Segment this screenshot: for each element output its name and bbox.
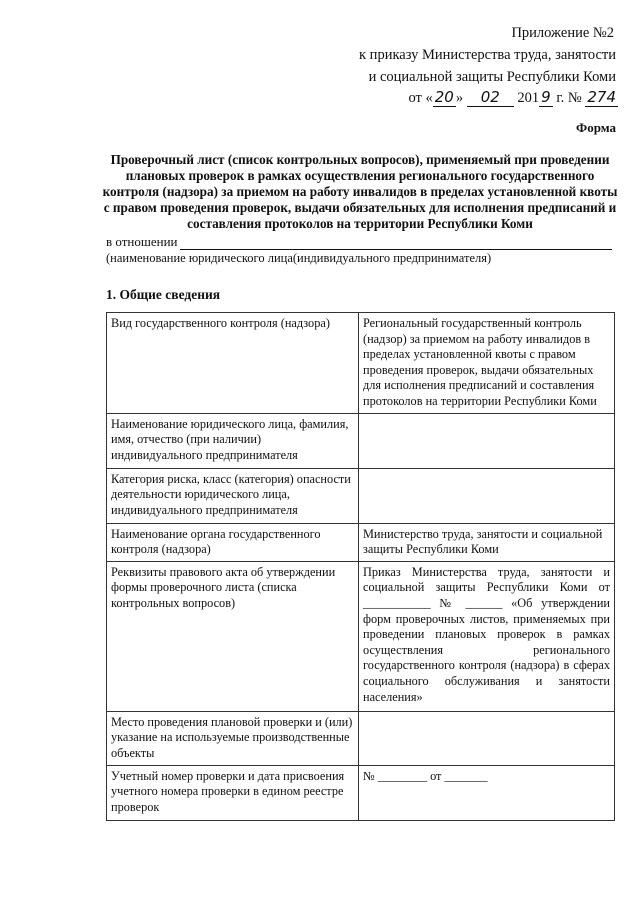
row-label: Реквизиты правового акта об утверждении формы проверочного листа (списка контрольных вопросов) bbox=[107, 561, 359, 711]
table-row bbox=[107, 561, 615, 711]
date-mid: » bbox=[455, 90, 464, 106]
ministry-line: и социальной защиты Республики Коми bbox=[368, 69, 616, 85]
table-row bbox=[107, 413, 615, 468]
document-title: Проверочный лист (список контрольных вопросов), применяемый при проведении плановых проверок в рамках осуществления регионального государственного контроля (надзора) за приемом на работу инвалидов в пределах установленной квоты с правом проведения проверок, выдачи обязательных для исполнения предписаний и составления протоколов на территории Республики Коми bbox=[102, 152, 618, 231]
row-value bbox=[359, 468, 615, 523]
row-value: Региональный государственный контроль (надзор) за приемом на работу инвалидов в пределах установленной квоты с правом проведения проверок, выдачи обязательных для исполнения предписаний и составления протоколов на территории Республики Коми bbox=[359, 313, 615, 414]
row-label: Место проведения плановой проверки и (или) указание на используемые производственные объекты bbox=[107, 711, 359, 765]
row-value bbox=[359, 413, 615, 468]
table-row bbox=[107, 711, 615, 765]
date-day: 20 bbox=[434, 88, 454, 106]
row-value bbox=[359, 711, 615, 765]
regarding-caption: (наименование юридического лица(индивидуального предпринимателя) bbox=[106, 251, 492, 265]
row-label: Вид государственного контроля (надзора) bbox=[107, 313, 359, 414]
order-number: 274 bbox=[587, 88, 616, 106]
general-info-table bbox=[106, 312, 615, 821]
regarding-label: в отношении bbox=[106, 234, 178, 249]
date-year-digit: 9 bbox=[541, 88, 551, 106]
row-value: № ________ от _______ bbox=[359, 765, 615, 820]
form-label: Форма bbox=[576, 120, 616, 135]
table-row bbox=[107, 523, 615, 561]
regarding-blank-line bbox=[180, 237, 612, 250]
date-month: 02 bbox=[467, 88, 514, 107]
row-value: Приказ Министерства труда, занятости и социальной защиты Республики Коми от ___________ № ______ «Об утверждении форм проверочных листов, применяемых при проведении плановых проверок в рамках осуществления регионального государственного контроля (надзора) в сферах социального обслуживания и занятости населения» bbox=[359, 561, 615, 711]
date-year-prefix: 201 bbox=[517, 90, 540, 106]
row-label: Наименование юридического лица, фамилия, имя, отчество (при наличии) индивидуального предпринимателя bbox=[107, 413, 359, 468]
row-label: Категория риска, класс (категория) опасности деятельности юридического лица, индивидуального предпринимателя bbox=[107, 468, 359, 523]
date-prefix: от « bbox=[408, 90, 433, 106]
row-value: Министерство труда, занятости и социальной защиты Республики Коми bbox=[359, 523, 615, 561]
table-row bbox=[107, 765, 615, 820]
date-suffix: г. № bbox=[552, 90, 582, 106]
order-date-line bbox=[408, 86, 618, 109]
appendix-label: Приложение №2 bbox=[511, 25, 614, 41]
table-row bbox=[107, 468, 615, 523]
row-label: Наименование органа государственного контроля (надзора) bbox=[107, 523, 359, 561]
order-line: к приказу Министерства труда, занятости bbox=[359, 47, 616, 63]
section-title: 1. Общие сведения bbox=[106, 287, 221, 302]
regarding-field bbox=[106, 234, 612, 250]
table-row bbox=[107, 313, 615, 414]
row-label: Учетный номер проверки и дата присвоения учетного номера проверки в едином реестре проверок bbox=[107, 765, 359, 820]
